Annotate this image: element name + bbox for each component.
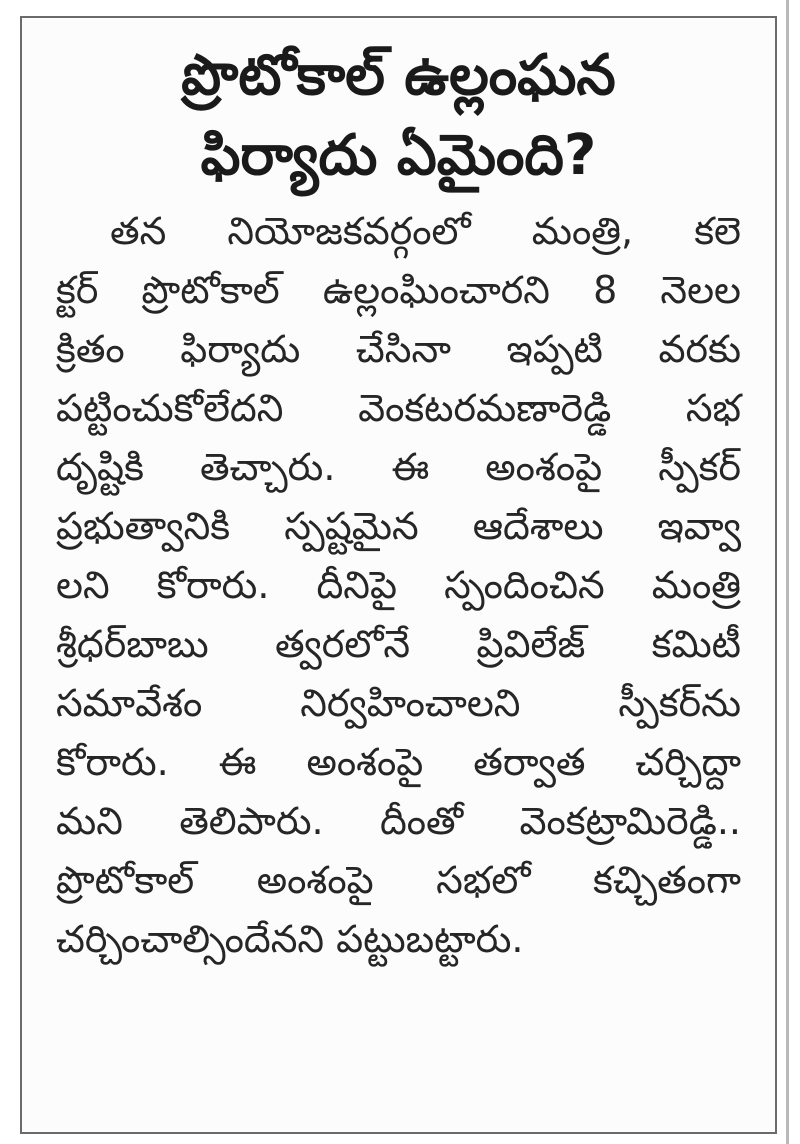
headline-line-1: ప్రొటోకాల్ ఉల్లంఘన xyxy=(181,43,616,108)
body-line: క్రితం ఫిర్యాదు చేసినా ఇప్పటి వరకు xyxy=(56,327,741,371)
body-line: క్టర్ ప్రొటోకాల్ ఉల్లంఘించారని 8 నెలల xyxy=(56,268,741,312)
article-body xyxy=(56,202,741,969)
body-line: పట్టించుకోలేదని వెంకటరమణారెడ్డి సభ xyxy=(56,386,741,430)
body-line: సమావేశం నిర్వహించాలని స్పీకర్‌ను xyxy=(56,681,741,725)
body-line: తన నియోజకవర్గంలో మంత్రి, కలె xyxy=(110,209,741,253)
body-line: చర్చించాల్సిందేనని పట్టుబట్టారు. xyxy=(56,917,524,961)
body-line: దృష్టికి తెచ్చారు. ఈ అంశంపై స్పీకర్ xyxy=(56,445,741,489)
body-line: ప్రభుత్వానికి స్పష్టమైన ఆదేశాలు ఇవ్వా xyxy=(56,504,741,548)
newspaper-clipping xyxy=(20,16,777,1134)
headline-line-2: ఫిర్యాదు ఏమైంది? xyxy=(200,123,597,188)
body-line: లని కోరారు. దీనిపై స్పందించిన మంత్రి xyxy=(56,563,741,607)
article-headline xyxy=(56,36,741,196)
body-line: కోరారు. ఈ అంశంపై తర్వాత చర్చిద్దా xyxy=(56,740,741,784)
body-line: మని తెలిపారు. దీంతో వెంకట్రామిరెడ్డి.. xyxy=(56,799,741,843)
page-edge-line xyxy=(786,0,789,1144)
body-line: ప్రొటోకాల్ అంశంపై సభలో కచ్చితంగా xyxy=(56,858,741,902)
body-line: శ్రీధర్‌బాబు త్వరలోనే ప్రివిలేజ్ కమిటీ xyxy=(56,622,741,666)
